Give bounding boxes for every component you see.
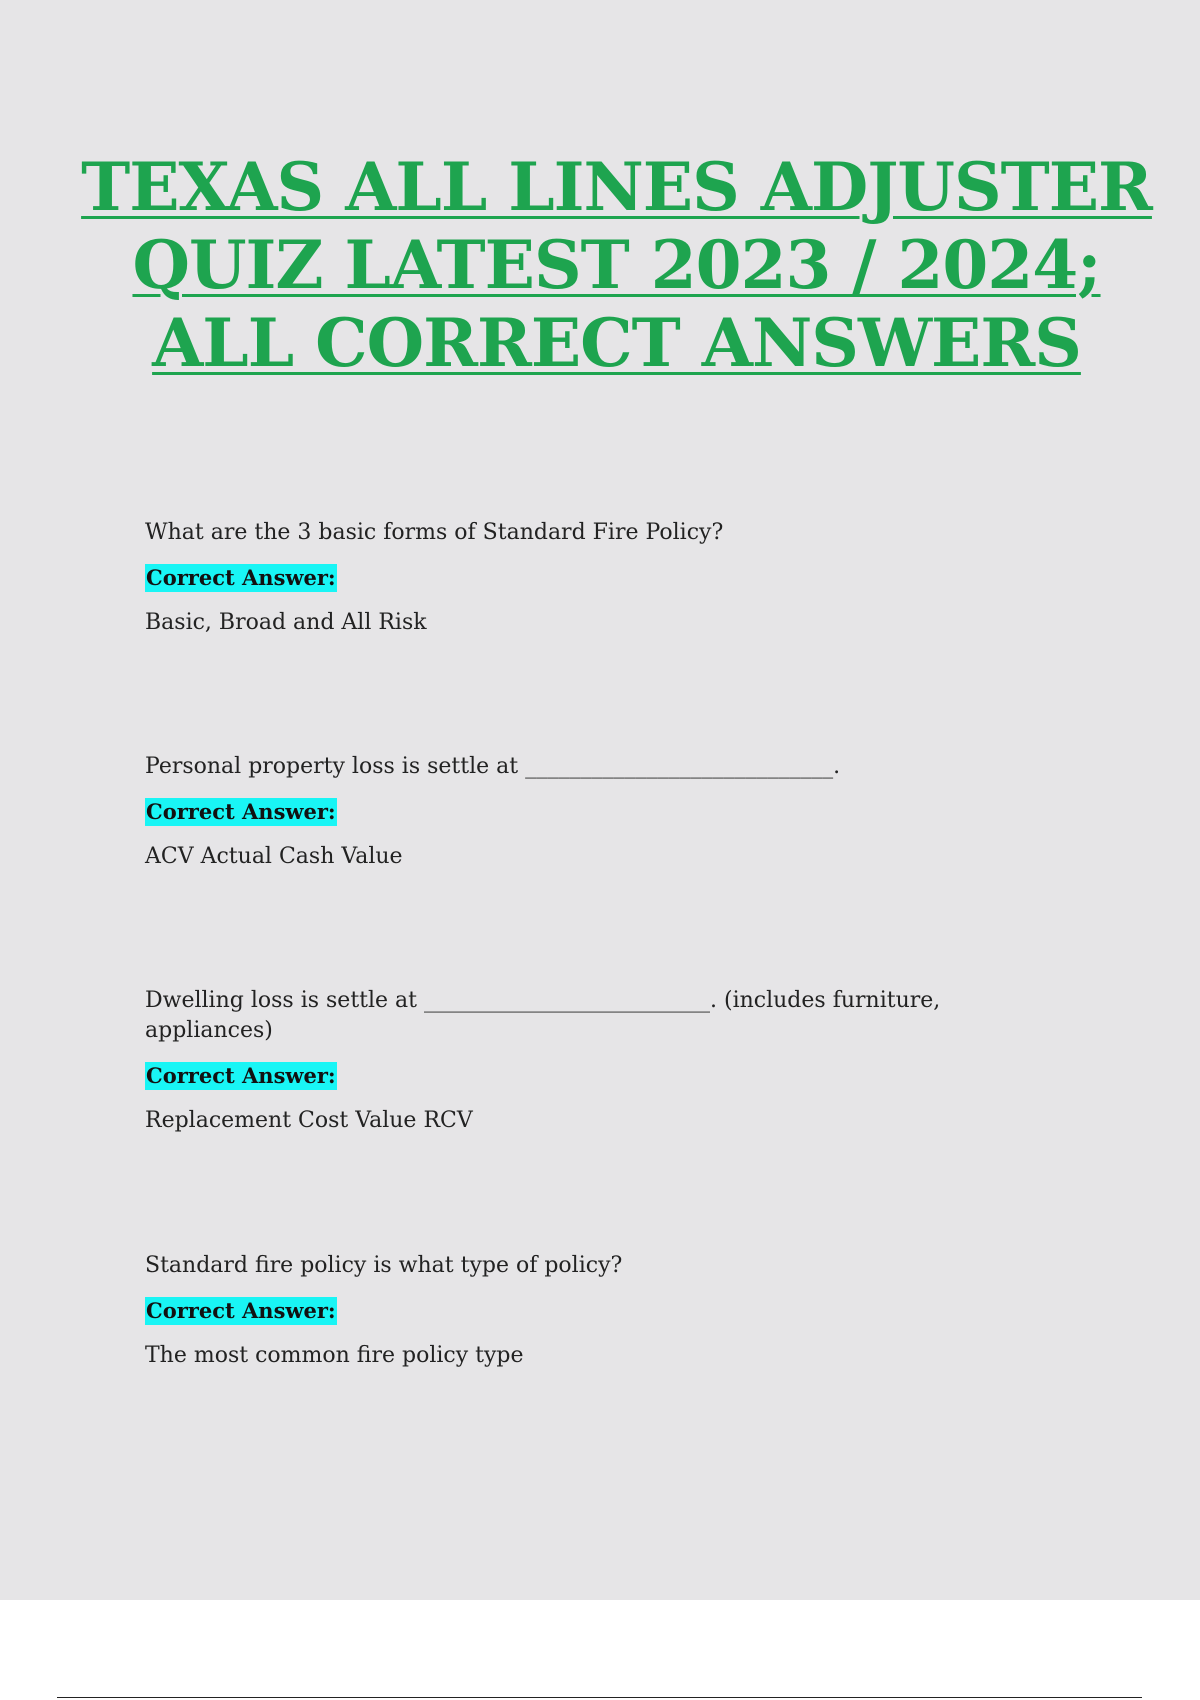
correct-answer-label: Correct Answer: xyxy=(146,799,336,824)
qa-item-3 xyxy=(145,986,1025,1136)
answer-text: Replacement Cost Value RCV xyxy=(145,1108,473,1133)
correct-answer-label: Correct Answer: xyxy=(146,1298,336,1323)
answer-text: ACV Actual Cash Value xyxy=(145,844,403,869)
question-text: Dwelling loss is settle at __________________________. (includes furniture, appliances) xyxy=(145,988,941,1043)
document-title: TEXAS ALL LINES ADJUSTER QUIZ LATEST 2023 / 2024; ALL CORRECT ANSWERS xyxy=(81,148,1152,382)
question-text: Personal property loss is settle at ____________________________. xyxy=(145,754,841,779)
footer-divider xyxy=(57,1697,1142,1698)
qa-item-4 xyxy=(145,1251,1025,1371)
question-text: Standard fire policy is what type of policy? xyxy=(145,1253,623,1278)
correct-answer-label: Correct Answer: xyxy=(146,565,336,590)
qa-item-2 xyxy=(145,752,1025,872)
question-text: What are the 3 basic forms of Standard Fire Policy? xyxy=(145,520,724,545)
qa-item-1 xyxy=(145,518,1025,638)
correct-answer-label: Correct Answer: xyxy=(146,1063,336,1088)
answer-text: Basic, Broad and All Risk xyxy=(145,610,427,635)
answer-text: The most common fire policy type xyxy=(145,1343,524,1368)
